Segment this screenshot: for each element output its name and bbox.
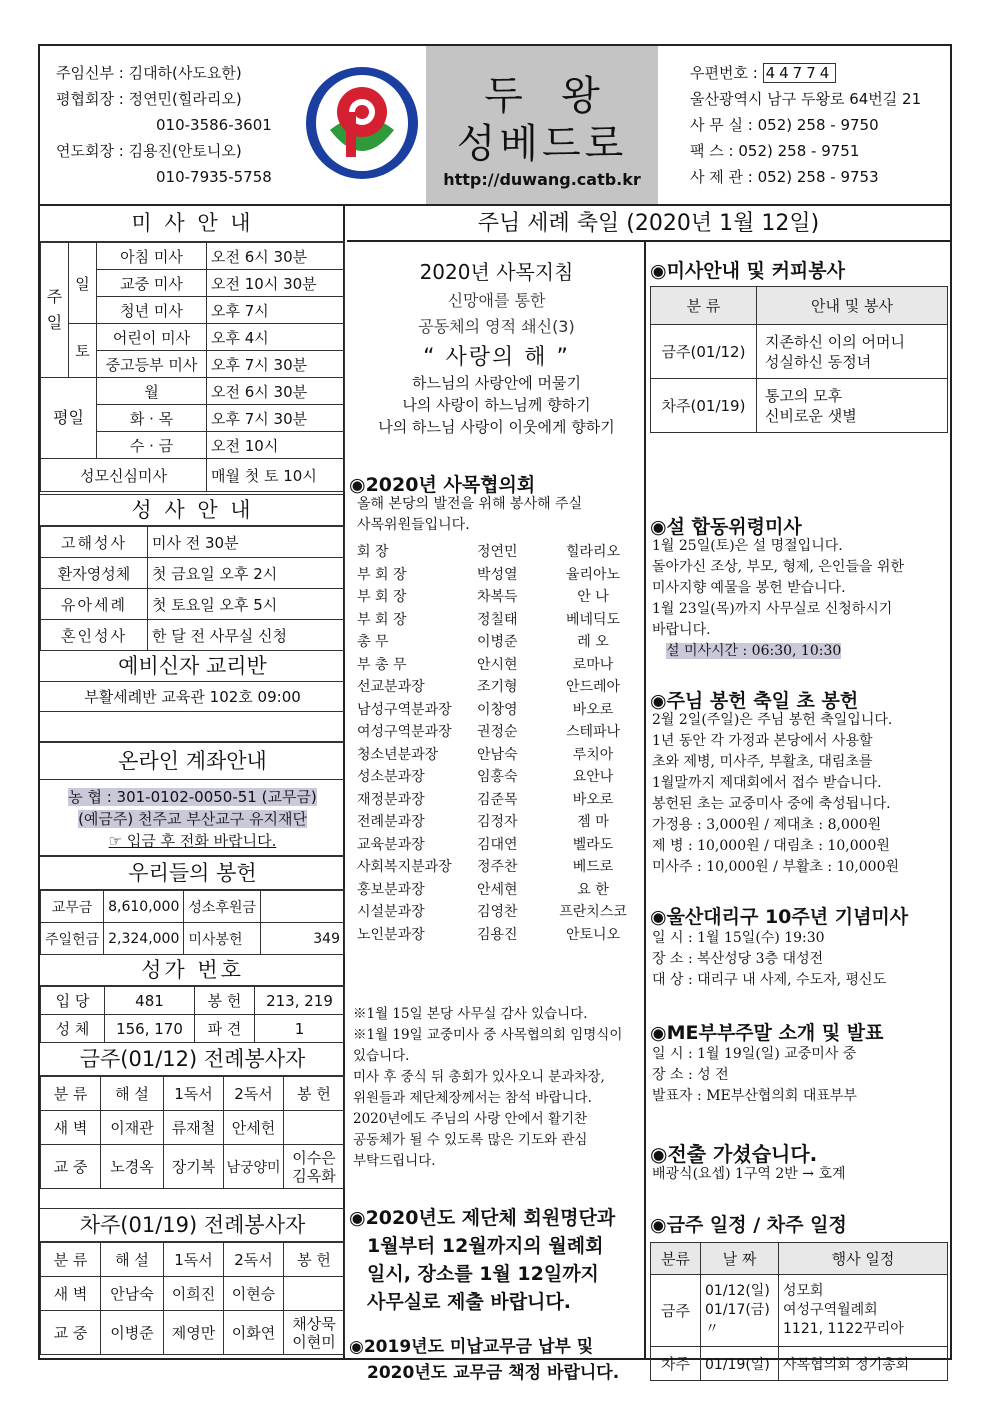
council-member-row	[357, 833, 637, 856]
council-notes: ※1월 15일 본당 사무실 감사 있습니다. ※1월 19일 교중미사 중 사목협의회 임명식이 있습니다. 미사 후 중식 뒤 총회가 있사오니 분과차장, 위원들과 제단체장께서는 참석 바랍니다. 2020년에도 주님의 사랑 안에서 활기찬 공동체가 될 수 있도록 많은 기도와 관심 부탁드립니다.	[353, 1006, 623, 1169]
col-head: 안내 및 봉사	[757, 287, 948, 325]
mass-name: 어린이 미사	[97, 324, 207, 351]
council-member-row	[357, 585, 637, 608]
col-head: 분 류	[651, 287, 757, 325]
col-head: 해 설	[101, 1077, 164, 1111]
offering-table	[40, 890, 345, 955]
pastoral-line: 나의 사랑이 하느님께 향하기	[402, 396, 591, 414]
council-member-row	[357, 810, 637, 833]
schedule-table	[650, 1242, 948, 1381]
member-role: 부 회 장	[357, 611, 407, 628]
member-baptismal-name: 스테파나	[565, 724, 621, 741]
coffee-week: 금주(01/12)	[651, 325, 757, 379]
staff-yeondo-head: 연도회장 : 김용진(안토니오)	[56, 142, 242, 160]
account-number: 농 협 : 301-0102-0050-51 (교무금)	[68, 788, 317, 806]
member-role: 성소분과장	[357, 769, 425, 786]
sacrament-name: 유아세례	[41, 589, 148, 620]
member-name: 김영찬	[477, 904, 518, 921]
mass-name: 화 · 목	[97, 405, 207, 432]
server-cell: 제영만	[164, 1311, 224, 1355]
hymn-label: 성 체	[41, 1015, 105, 1043]
member-name: 이창영	[477, 701, 518, 718]
newyear-body: 1월 25일(토)은 설 명절입니다. 돌아가신 조상, 부모, 형제, 은인들을 위한 미사지향 예물을 봉헌 받습니다. 1월 23일(목)까지 사무실로 신청하시기 바랍니다. 설 미사시간 : 06:30, 10:30	[652, 538, 904, 659]
postal-code: 우편번호 : 44774	[690, 66, 836, 81]
coffee-table	[650, 286, 948, 433]
sacrament-name: 고해성사	[41, 527, 148, 558]
member-role: 전례분과장	[357, 814, 425, 831]
account-title: 온라인 계좌안내	[40, 742, 345, 780]
member-name: 정주찬	[477, 859, 518, 876]
council-member-row	[357, 878, 637, 901]
offering-label: 미사봉헌	[184, 923, 261, 955]
staff-yeondo-phone: 010-7935-5758	[156, 168, 272, 186]
col-head: 봉 헌	[284, 1243, 345, 1277]
left-column	[40, 206, 345, 1360]
title-block	[426, 46, 658, 204]
member-role: 총 무	[357, 634, 389, 651]
council-member-row	[357, 630, 637, 653]
member-name: 권정순	[477, 724, 518, 741]
member-role: 부 총 무	[357, 656, 407, 673]
servers-next-table	[40, 1242, 345, 1355]
server-cell: 노경옥	[101, 1145, 164, 1189]
weekday-label: 평일	[41, 378, 97, 459]
mass-table	[40, 242, 345, 492]
server-cell: 새 벽	[41, 1277, 101, 1311]
council-member-row	[357, 540, 637, 563]
schedule-dates: 01/19(일)	[701, 1347, 779, 1381]
mass-title: 미 사 안 내	[40, 206, 345, 242]
member-role: 남성구역분과장	[357, 701, 452, 718]
offering-title: 우리들의 봉헌	[40, 856, 345, 890]
council-member-row	[357, 923, 637, 946]
catechumen-title: 예비신자 교리반	[40, 650, 345, 682]
member-baptismal-name: 로마나	[572, 656, 614, 673]
member-role: 사회복지분과장	[357, 859, 452, 876]
staff-council-head: 평협회장 : 정연민(힐라리오)	[56, 90, 242, 108]
sacrament-time: 한 달 전 사무실 신청	[148, 620, 345, 651]
member-role: 재정분과장	[357, 791, 425, 808]
member-baptismal-name: 젬 마	[577, 814, 609, 831]
blank-row	[40, 712, 345, 742]
mass-name: 아침 미사	[97, 243, 207, 270]
member-baptismal-name: 프란치스코	[559, 904, 627, 921]
member-role: 회 장	[357, 544, 389, 561]
member-baptismal-name: 요안나	[572, 769, 614, 786]
staff-pastor: 주임신부 : 김대하(사도요한)	[56, 64, 242, 82]
member-role: 부 회 장	[357, 589, 407, 606]
mass-time: 오전 10시	[207, 432, 345, 459]
header	[40, 46, 950, 206]
council-member-row	[357, 563, 637, 586]
hymn-label: 봉 헌	[195, 987, 255, 1015]
sunday-label: 주일	[41, 243, 69, 378]
member-name: 임홍숙	[477, 769, 518, 786]
me-body: 일 시 : 1월 19일(일) 교중미사 중 장 소 : 성 전 발표자 : ME부산협의회 대표부부	[652, 1046, 857, 1104]
member-role: 선교분과장	[357, 679, 425, 696]
server-cell: 장기복	[164, 1145, 224, 1189]
member-name: 안시현	[477, 656, 518, 673]
council-member-row	[357, 743, 637, 766]
mass-time: 오후 7시 30분	[207, 405, 345, 432]
server-cell: 류재철	[164, 1111, 224, 1145]
bulletin-page	[38, 44, 952, 1383]
candles-title: ◉주님 봉헌 축일 초 봉헌	[650, 690, 859, 712]
member-role: 홍보분과장	[357, 881, 425, 898]
parish-logo	[302, 64, 422, 182]
col-head: 1독서	[164, 1243, 224, 1277]
server-cell: 이수은 김옥화	[284, 1145, 345, 1189]
offering-value: 8,610,000	[104, 891, 184, 923]
anniv-body: 일 시 : 1월 15일(수) 19:30 장 소 : 복산성당 3층 대성전 대 상 : 대리구 내 사제, 수도자, 평신도	[652, 930, 887, 988]
newyear-time: 설 미사시간 : 06:30, 10:30	[666, 643, 842, 659]
schedule-week: 금주	[651, 1275, 701, 1347]
coffee-entry: 지존하신 이의 어머니 성실하신 동정녀	[757, 325, 948, 379]
mass-time: 오후 7시	[207, 297, 345, 324]
member-name: 정칠태	[477, 611, 518, 628]
candles-body: 2월 2일(주일)은 주님 봉헌 축일입니다. 1년 동안 각 가정과 본당에서 사용할 초와 제병, 미사주, 부활초, 대림초를 1월말까지 제대회에서 접수 받습니다. 봉헌된 초는 교중미사 중에 축성됩니다. 가정용 : 3,000원 / 제대초 : 8,000원 제 병 : 10,000원 / 대림초 : 10,000원 미사주 : 10,000원 / 부활초 : 10,000원	[652, 712, 900, 875]
servers-this-table	[40, 1076, 345, 1189]
staff-council-phone: 010-3586-3601	[156, 116, 272, 134]
sacrament-time: 미사 전 30분	[148, 527, 345, 558]
middle-column	[347, 242, 646, 1383]
member-baptismal-name: 베네딕도	[565, 611, 621, 628]
member-role: 여성구역분과장	[357, 724, 452, 741]
website-url[interactable]: http://duwang.catb.kr	[443, 170, 641, 189]
pastoral-line: 하느님의 사랑안에 머물기	[412, 374, 581, 392]
member-baptismal-name: 레 오	[577, 634, 609, 651]
server-cell: 새 벽	[41, 1111, 101, 1145]
server-cell	[284, 1111, 345, 1145]
sat-label: 토	[69, 324, 97, 378]
member-name: 이병준	[477, 634, 518, 651]
office-phone: 사 무 실 : 052) 258 - 9750	[690, 116, 879, 134]
servers-next-title: 차주(01/19) 전례봉사자	[40, 1208, 345, 1242]
member-name: 차복득	[477, 589, 518, 606]
pastoral-title: 2020년 사목지침	[419, 260, 574, 284]
member-baptismal-name: 힐라리오	[565, 544, 621, 561]
servers-this-title: 금주(01/12) 전례봉사자	[40, 1042, 345, 1076]
col-head: 행사 일정	[779, 1243, 948, 1275]
col-head: 2독서	[224, 1243, 284, 1277]
member-baptismal-name: 바오로	[572, 791, 614, 808]
mass-name: 월	[97, 378, 207, 405]
col-head: 분 류	[41, 1243, 101, 1277]
hymn-label: 파 견	[195, 1015, 255, 1043]
sacrament-title: 성 사 안 내	[40, 494, 345, 526]
member-name: 김용진	[477, 926, 518, 943]
member-name: 안세현	[477, 881, 518, 898]
schedule-week: 차주	[651, 1347, 701, 1381]
server-cell: 안남숙	[101, 1277, 164, 1311]
mass-name: 수 · 금	[97, 432, 207, 459]
account-holder: (예금주) 천주교 부산교구 유지재단	[78, 810, 307, 828]
member-baptismal-name: 루치아	[572, 746, 614, 763]
server-cell	[284, 1277, 345, 1311]
council-intro: 올해 본당의 발전을 위해 봉사해 주실 사목위원들입니다.	[357, 496, 583, 533]
member-role: 부 회 장	[357, 566, 407, 583]
server-cell: 채상묵 이현미	[284, 1311, 345, 1355]
member-role: 시설분과장	[357, 904, 425, 921]
col-head: 분 류	[41, 1077, 101, 1111]
hymn-value: 156, 170	[105, 1015, 195, 1043]
address: 울산광역시 남구 두왕로 64번길 21	[690, 90, 922, 108]
mass-time: 오전 10시 30분	[207, 270, 345, 297]
server-cell: 교 중	[41, 1311, 101, 1355]
pastoral-sub2: 공동체의 영적 쇄신(3)	[418, 317, 575, 336]
dues-notice: ◉2019년도 미납교무금 납부 및 2020년도 교무금 책정 바랍니다.	[349, 1337, 620, 1383]
mass-name: 중고등부 미사	[97, 351, 207, 378]
hymn-value: 481	[105, 987, 195, 1015]
sacrament-name: 환자영성체	[41, 558, 148, 589]
account-note: ☞ 입금 후 전화 바랍니다.	[108, 832, 277, 850]
council-member-row	[357, 900, 637, 923]
member-role: 노인분과장	[357, 926, 425, 943]
server-cell: 교 중	[41, 1145, 101, 1189]
offering-value: 349	[261, 923, 345, 955]
col-head: 날 짜	[701, 1243, 779, 1275]
groups-notice: ◉2020년도 제단체 회원명단과 1월부터 12월까지의 월례회 일시, 장소를 1월 12일까지 사무실로 제출 바랍니다.	[349, 1207, 616, 1313]
server-cell: 이화연	[224, 1311, 284, 1355]
col-head: 분류	[651, 1243, 701, 1275]
council-member-row	[357, 788, 637, 811]
member-name: 김정자	[477, 814, 518, 831]
member-name: 조기형	[477, 679, 518, 696]
member-baptismal-name: 안토니오	[565, 926, 621, 943]
sacrament-name: 혼인성사	[41, 620, 148, 651]
schedule-events: 사목협의회 정기총회	[779, 1347, 948, 1381]
member-role: 청소년분과장	[357, 746, 439, 763]
offering-label: 주일헌금	[41, 923, 104, 955]
sacrament-table	[40, 526, 345, 651]
offering-label: 교무금	[41, 891, 104, 923]
server-cell: 이재관	[101, 1111, 164, 1145]
col-head: 봉 헌	[284, 1077, 345, 1111]
feast-title: 주님 세례 축일 (2020년 1월 12일)	[347, 206, 950, 242]
member-baptismal-name: 율리아노	[565, 566, 621, 583]
sun-label: 일	[69, 243, 97, 324]
council-member-row	[357, 675, 637, 698]
member-baptismal-name: 벨라도	[572, 836, 614, 853]
member-baptismal-name: 안 나	[577, 589, 609, 606]
member-name: 안남숙	[477, 746, 518, 763]
mass-name: 교중 미사	[97, 270, 207, 297]
schedule-dates: 01/12(일) 01/17(금) 〃	[701, 1275, 779, 1347]
member-name: 정연민	[477, 544, 518, 561]
sacrament-time: 첫 토요일 오후 5시	[148, 589, 345, 620]
mass-time: 오후 4시	[207, 324, 345, 351]
server-cell: 이희진	[164, 1277, 224, 1311]
member-name: 김대연	[477, 836, 518, 853]
transfer-line: 배광식(요셉) 1구역 2반 → 호계	[652, 1166, 846, 1182]
offering-value: 2,324,000	[104, 923, 184, 955]
account-box	[40, 780, 345, 856]
title-line-1: 두 왕	[484, 73, 600, 119]
me-title: ◉ME부부주말 소개 및 발표	[650, 1022, 884, 1044]
member-baptismal-name: 안드레아	[565, 679, 621, 696]
right-column	[648, 242, 950, 1373]
council-member-row	[357, 765, 637, 788]
hymn-value: 213, 219	[255, 987, 345, 1015]
pastoral-line: 나의 하느님 사랑이 이웃에게 향하기	[378, 418, 615, 436]
server-cell: 안세헌	[224, 1111, 284, 1145]
schedule-title: ◉금주 일정 / 차주 일정	[650, 1214, 847, 1236]
coffee-week: 차주(01/19)	[651, 379, 757, 433]
member-role: 교육분과장	[357, 836, 425, 853]
hymn-value: 1	[255, 1015, 345, 1043]
council-member-row	[357, 698, 637, 721]
council-member-row	[357, 855, 637, 878]
catechumen-line: 부활세례반 교육관 102호 09:00	[40, 682, 345, 712]
server-cell: 이현승	[224, 1277, 284, 1311]
mass-name: 청년 미사	[97, 297, 207, 324]
col-head: 1독서	[164, 1077, 224, 1111]
special-mass-name: 성모신심미사	[41, 459, 207, 492]
hymn-label: 입 당	[41, 987, 105, 1015]
member-name: 박성열	[477, 566, 518, 583]
council-title: ◉2020년 사목협의회	[349, 474, 536, 496]
member-baptismal-name: 베드로	[572, 859, 614, 876]
pastoral-motto: “ 사랑의 해 ”	[423, 345, 570, 370]
col-head: 2독서	[224, 1077, 284, 1111]
coffee-entry: 통고의 모후 신비로운 샛별	[757, 379, 948, 433]
mass-time: 오전 6시 30분	[207, 378, 345, 405]
hymn-title: 성가 번호	[40, 954, 345, 986]
offering-label: 성소후원금	[184, 891, 261, 923]
title-line-2: 성베드로	[456, 121, 628, 167]
member-baptismal-name: 바오로	[572, 701, 614, 718]
council-member-row	[357, 608, 637, 631]
coffee-title: ◉미사안내 및 커피봉사	[650, 260, 845, 282]
council-member-row	[357, 720, 637, 743]
offering-value	[261, 891, 345, 923]
schedule-events: 성모회 여성구역월례회 1121, 1122꾸리아	[779, 1275, 948, 1347]
anniv-title: ◉울산대리구 10주년 기념미사	[650, 906, 909, 928]
col-head: 해 설	[101, 1243, 164, 1277]
pastoral-sub1: 신망애를 통한	[447, 291, 546, 310]
server-cell: 남궁양미	[224, 1145, 284, 1189]
mass-time: 오전 6시 30분	[207, 243, 345, 270]
special-mass-time: 매월 첫 토 10시	[207, 459, 345, 492]
transfer-title: ◉전출 가셨습니다.	[650, 1142, 818, 1166]
member-name: 김준목	[477, 791, 518, 808]
hymn-table	[40, 986, 345, 1043]
server-cell: 이병준	[101, 1311, 164, 1355]
council-roster	[357, 540, 637, 945]
rectory-phone: 사 제 관 : 052) 258 - 9753	[690, 168, 879, 186]
mass-time: 오후 7시 30분	[207, 351, 345, 378]
council-member-row	[357, 653, 637, 676]
fax: 팩 스 : 052) 258 - 9751	[690, 142, 860, 160]
sacrament-time: 첫 금요일 오후 2시	[148, 558, 345, 589]
newyear-title: ◉설 합동위령미사	[650, 516, 802, 538]
member-baptismal-name: 요 한	[577, 881, 609, 898]
